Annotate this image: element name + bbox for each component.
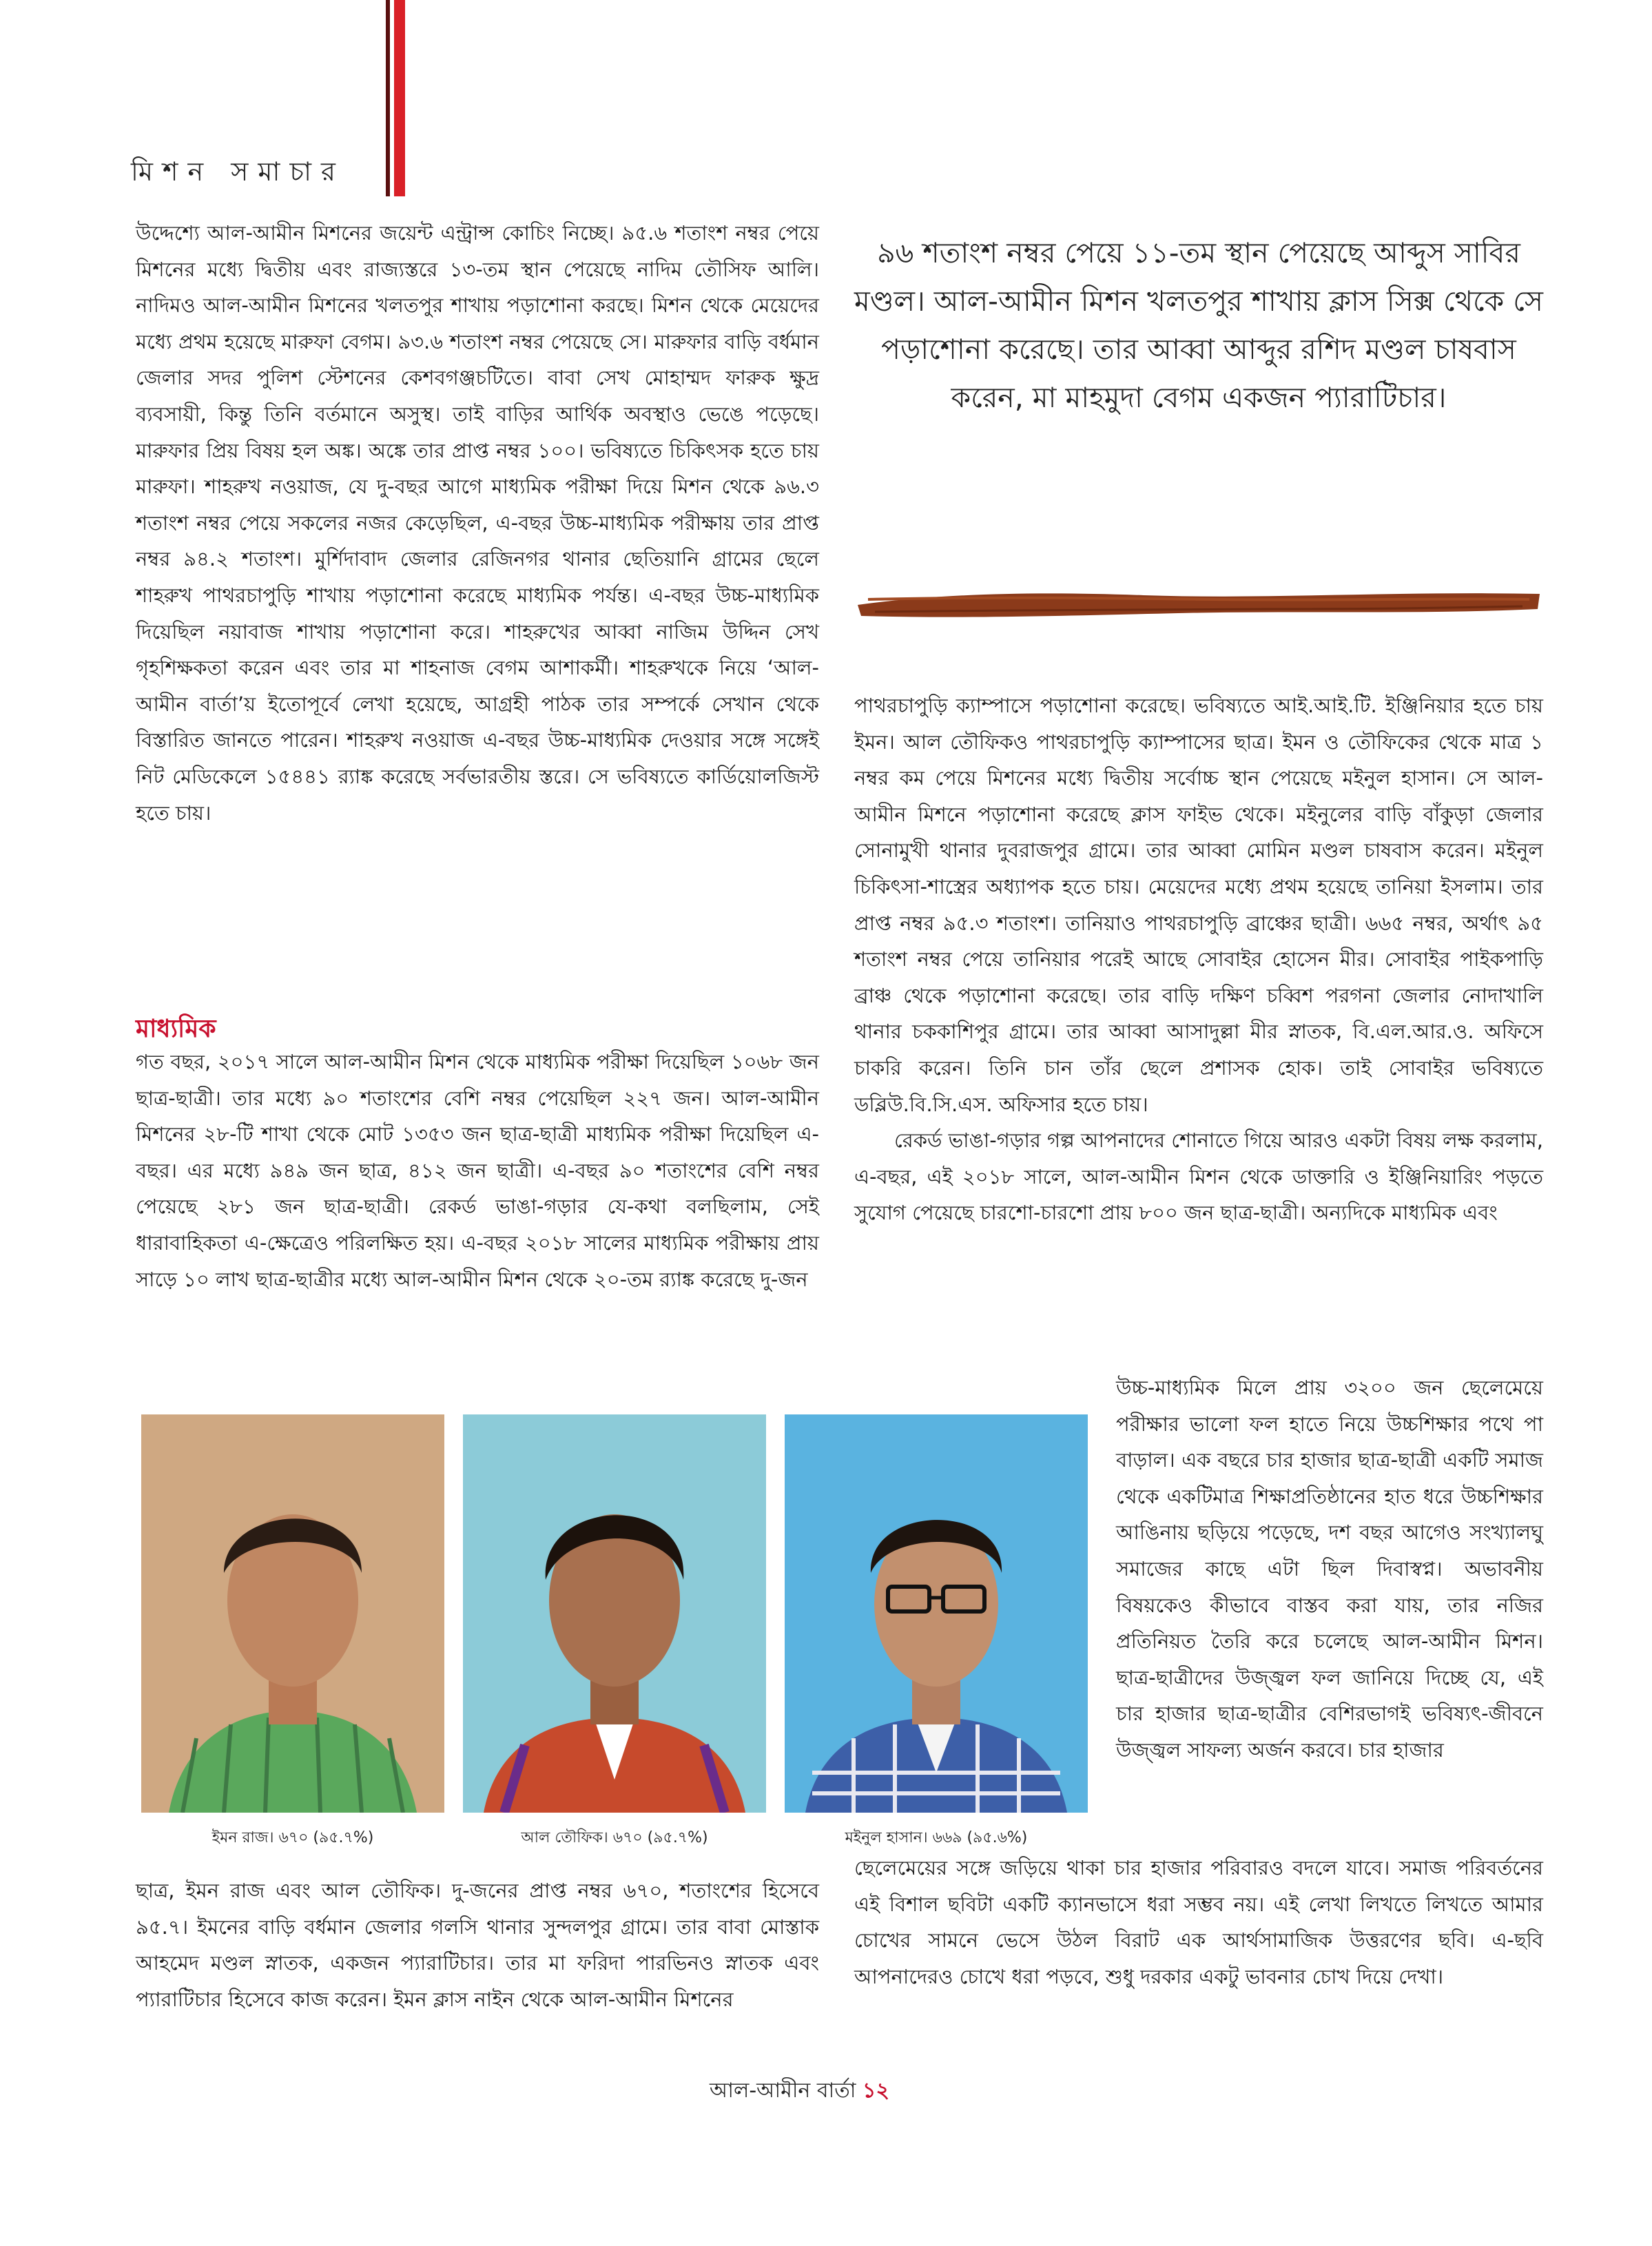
bottom-left-paragraph: ছাত্র, ইমন রাজ এবং আল তৌফিক। দু-জনের প্রাপ্ত নম্বর ৬৭০, শতাংশের হিসেবে ৯৫.৭। ইমনের বাড়ি বর্ধমান জেলার গলসি থানার সুন্দলপুর গ্রামে। তার বাবা মোস্তাক আহমেদ মণ্ডল স্নাতক, একজন প্যারাটিচার। তার মা ফরিদা পারভিনও স্নাতক এবং প্যারাটিচার হিসেবে কাজ করেন। ইমন ক্লাস নাইন থেকে আল-আমীন মিশনের (136, 1879, 819, 2011)
header-red-rule (394, 0, 405, 196)
left-paragraph-2: গত বছর, ২০১৭ সালে আল-আমীন মিশন থেকে মাধ্যমিক পরীক্ষা দিয়েছিল ১০৬৮ জন ছাত্র-ছাত্রী। তার মধ্যে ৯০ শতাংশের বেশি নম্বর পেয়েছিল ২২৭ জন। আল-আমীন মিশনের ২৮-টি শাখা থেকে মোট ১৩৫৩ জন ছাত্র-ছাত্রী মাধ্যমিক পরীক্ষা দিয়েছিল এ-বছর। এর মধ্যে ৯৪৯ জন ছাত্র, ৪১২ জন ছাত্রী। এ-বছর ৯০ শতাংশের বেশি নম্বর পেয়েছে ২৮১ জন ছাত্র-ছাত্রী। রেকর্ড ভাঙা-গড়ার যে-কথা বলছিলাম, সেই ধারাবাহিকতা এ-ক্ষেত্রেও পরিলক্ষিত হয়। এ-বছর ২০১৮ সালের মাধ্যমিক পরীক্ষায় প্রায় সাড়ে ১০ লাখ ছাত্র-ছাত্রীর মধ্যে আল-আমীন মিশন থেকে ২০-তম র‍্যাঙ্ক করেছে দু-জন (136, 1050, 819, 1291)
photo-moinul-hasan (785, 1414, 1088, 1813)
left-column-bottom (136, 1044, 819, 1297)
right-paragraph-2-narrow: উচ্চ-মাধ্যমিক মিলে প্রায় ৩২০০ জন ছেলেমেয়ে পরীক্ষার ভালো ফল হাতে নিয়ে উচ্চশিক্ষার পথে পা বাড়াল। এক বছরে চার হাজার ছাত্র-ছাত্রী একটি সমাজ থেকে একটিমাত্র শিক্ষাপ্রতিষ্ঠানের হাত ধরে উচ্চশিক্ষার আঙিনায় ছড়িয়ে পড়েছে, দশ বছর আগেও সংখ্যালঘু সমাজের কাছে এটা ছিল দিবাস্বপ্ন। অভাবনীয় বিষয়কেও কীভাবে বাস্তব করা যায়, তার নজির প্রতিনিয়ত তৈরি করে চলেছে আল-আমীন মিশন। ছাত্র-ছাত্রীদের উজ্জ্বল ফল জানিয়ে দিচ্ছে যে, এই চার হাজার ছাত্র-ছাত্রীর বেশিরভাগই ভবিষ্যৎ-জীবনে উজ্জ্বল সাফল্য অর্জন করবে। চার হাজার (1116, 1376, 1543, 1762)
right-column-bottom (854, 1850, 1543, 1995)
right-paragraph-2-tail: ছেলেমেয়ের সঙ্গে জড়িয়ে থাকা চার হাজার পরিবারও বদলে যাবে। সমাজ পরিবর্তনের এই বিশাল ছবিটা একটি ক্যানভাসে ধরা সম্ভব নয়। এই লেখা লিখতে লিখতে আমার চোখের সামনে ভেসে উঠল বিরাট এক আর্থসামাজিক উত্তরণের ছবি। এ-ছবি আপনাদেরও চোখে ধরা পড়বে, শুধু দরকার একটু ভাবনার চোখ দিয়ে দেখা। (854, 1856, 1543, 1988)
page-footer (710, 2074, 889, 2109)
pull-quote: ৯৬ শতাংশ নম্বর পেয়ে ১১-তম স্থান পেয়েছে আব্দুস সাবির মণ্ডল। আল-আমীন মিশন খলতপুর শাখায় ক্লাস সিক্স থেকে সে পড়াশোনা করেছে। তার আব্বা আব্দুর রশিদ মণ্ডল চাষবাস করেন, মা মাহমুদা বেগম একজন প্যারাটিচার। (854, 236, 1543, 414)
footer-page-number: ১২ (863, 2079, 889, 2103)
section-label: মিশন সমাচার (131, 156, 345, 187)
right-column-narrow (1116, 1370, 1543, 1769)
photo-al-toufiq (463, 1414, 766, 1813)
left-column-top (136, 215, 819, 831)
right-column-top (854, 688, 1543, 1231)
photo-imon-raj (141, 1414, 444, 1813)
section-title-madhyamik: মাধ্যমিক (136, 1015, 216, 1043)
footer-magazine-name: আল-আমীন বার্তা (710, 2079, 856, 2103)
left-paragraph-1: উদ্দেশ্যে আল-আমীন মিশনের জয়েন্ট এন্ট্রান্স কোচিং নিচ্ছে। ৯৫.৬ শতাংশ নম্বর পেয়ে মিশনের মধ্যে দ্বিতীয় এবং রাজ্যস্তরে ১৩-তম স্থান পেয়েছে নাদিম তৌসিফ আলি। নাদিমও আল-আমীন মিশনের খলতপুর শাখায় পড়াশোনা করছে। মিশন থেকে মেয়েদের মধ্যে প্রথম হয়েছে মারুফা বেগম। ৯৩.৬ শতাংশ নম্বর পেয়েছে সে। মারুফার বাড়ি বর্ধমান জেলার সদর পুলিশ স্টেশনের কেশবগঞ্জচটিতে। বাবা সেখ মোহাম্মদ ফারুক ক্ষুদ্র ব্যবসায়ী, কিন্তু তিনি বর্তমানে অসুস্থ। তাই বাড়ির আর্থিক অবস্থাও ভেঙে পড়েছে। মারুফার প্রিয় বিষয় হল অঙ্ক। অঙ্কে তার প্রাপ্ত নম্বর ১০০। ভবিষ্যতে চিকিৎসক হতে চায় মারুফা। শাহরুখ নওয়াজ, যে দু-বছর আগে মাধ্যমিক পরীক্ষা দিয়ে মিশন থেকে ৯৬.৩ শতাংশ নম্বর পেয়ে সকলের নজর কেড়েছিল, এ-বছর উচ্চ-মাধ্যমিক পরীক্ষায় তার প্রাপ্ত নম্বর ৯৪.২ শতাংশ। মুর্শিদাবাদ জেলার রেজিনগর থানার ছেতিয়ানি গ্রামের ছেলে শাহরুখ পাথরচাপুড়ি শাখায় পড়াশোনা করেছে মাধ্যমিক পর্যন্ত। এ-বছর উচ্চ-মাধ্যমিক দিয়েছিল নয়াবাজ শাখায় পড়াশোনা করে। শাহরুখের আব্বা নাজিম উদ্দিন সেখ গৃহশিক্ষকতা করেন এবং তার মা শাহনাজ বেগম আশাকর্মী। শাহরুখকে নিয়ে ‘আল-আমীন বার্তা’য় ইতোপূর্বে লেখা হয়েছে, আগ্রহী পাঠক তার সম্পর্কে সেখান থেকে বিস্তারিত জানতে পারেন। শাহরুখ নওয়াজ এ-বছর উচ্চ-মাধ্যমিক দেওয়ার সঙ্গে সঙ্গেই নিট মেডিকেলে ১৫৪৪১ র‍্যাঙ্ক করেছে সর্বভারতীয় স্তরে। সে ভবিষ্যতে কার্ডিয়োলজিস্ট হতে চায়। (136, 221, 819, 825)
brush-stroke-divider (854, 579, 1543, 627)
left-column-under-photos (136, 1873, 819, 2017)
right-paragraph-1: পাথরচাপুড়ি ক্যাম্পাসে পড়াশোনা করেছে। ভবিষ্যতে আই.আই.টি. ইঞ্জিনিয়ার হতে চায় ইমন। আল তৌফিকও পাথরচাপুড়ি ক্যাম্পাসের ছাত্র। ইমন ও তৌফিকের থেকে মাত্র ১ নম্বর কম পেয়ে মিশনের মধ্যে দ্বিতীয় সর্বোচ্চ স্থান পেয়েছে মইনুল হাসান। সে আল-আমীন মিশনে পড়াশোনা করেছে ক্লাস ফাইভ থেকে। মইনুলের বাড়ি বাঁকুড়া জেলার সোনামুখী থানার দুবরাজপুর গ্রামে। তার আব্বা মোমিন মণ্ডল চাষবাস করেন। মইনুল চিকিৎসা-শাস্ত্রের অধ্যাপক হতে চায়। মেয়েদের মধ্যে প্রথম হয়েছে তানিয়া ইসলাম। তার প্রাপ্ত নম্বর ৯৫.৩ শতাংশ। তানিয়াও পাথরচাপুড়ি ব্রাঞ্চের ছাত্রী। ৬৬৫ নম্বর, অর্থাৎ ৯৫ শতাংশ নম্বর পেয়ে তানিয়ার পরেই আছে সোবাইর হোসেন মীর। সোবাইর পাইকপাড়ি ব্রাঞ্চ থেকে পড়াশোনা করেছে। তার বাড়ি দক্ষিণ চব্বিশ পরগনা জেলার নোদাখালি থানার চককাশিপুর গ্রামে। তার আব্বা আসাদুল্লা মীর স্নাতক, বি.এল.আর.ও. অফিসে চাকরি করেন। তিনি চান তাঁর ছেলে প্রশাসক হোক। তাই সোবাইর ভবিষ্যতে ডব্লিউ.বি.সি.এস. অফিসার হতে চায়। (854, 694, 1543, 1116)
right-paragraph-2-head: রেকর্ড ভাঙা-গড়ার গল্প আপনাদের শোনাতে গিয়ে আরও একটা বিষয় লক্ষ করলাম, এ-বছর, এই ২০১৮ সালে, আল-আমীন মিশন থেকে ডাক্তারি ও ইঞ্জিনিয়ারিং পড়তে সুযোগ পেয়েছে চারশো-চারশো প্রায় ৮০০ জন ছাত্র-ছাত্রী। অন্যদিকে মাধ্যমিক এবং (854, 1129, 1543, 1225)
photo-caption-imon-raj: ইমন রাজ। ৬৭০ (৯৫.৭%) (211, 1829, 374, 1846)
photo-caption-moinul-hasan: মইনুল হাসান। ৬৬৯ (৯৫.৬%) (845, 1829, 1028, 1846)
header-dark-rule (386, 0, 390, 196)
photo-caption-al-toufiq: আল তৌফিক। ৬৭০ (৯৫.৭%) (521, 1829, 708, 1846)
